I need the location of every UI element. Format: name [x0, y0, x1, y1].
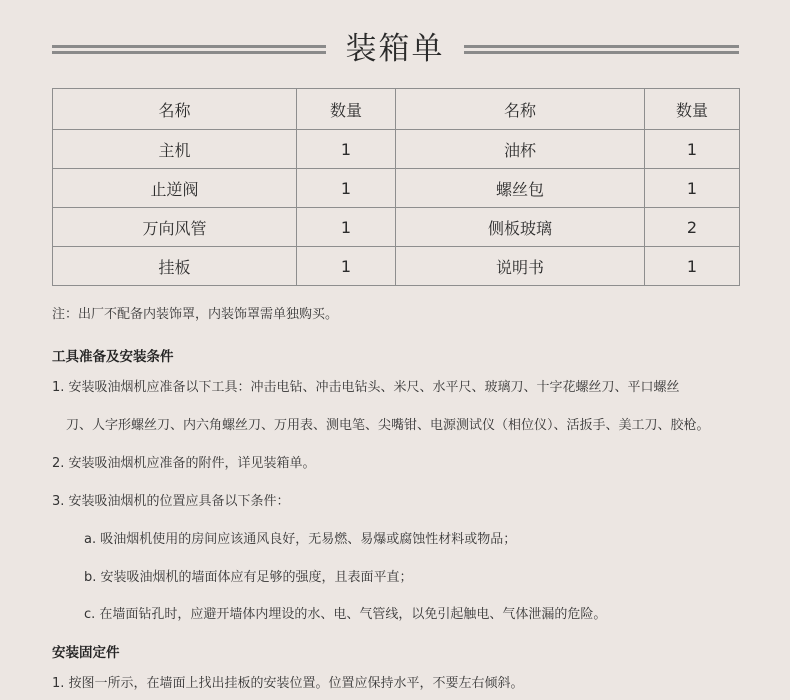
item-qty: 1	[645, 247, 740, 286]
condition-c: c. 在墙面钻孔时，应避开墙体内埋设的水、电、气管线，以免引起触电、气体泄漏的危险。	[84, 607, 607, 622]
title-row	[0, 18, 790, 80]
item-name: 万向风管	[53, 208, 297, 247]
table-row	[53, 208, 740, 247]
title-divider-right	[464, 45, 739, 53]
section-heading-tools: 工具准备及安装条件	[52, 349, 174, 365]
packing-note: 注：出厂不配备内装饰罩，内装饰罩需单独购买。	[52, 307, 339, 322]
section-heading-fixing: 安装固定件	[52, 645, 120, 661]
item-name: 止逆阀	[53, 169, 297, 208]
tools-item-1-line-1: 1. 安装吸油烟机应准备以下工具：冲击电钻、冲击电钻头、米尺、水平尺、玻璃刀、十字花螺丝刀、平口螺丝	[52, 380, 680, 395]
item-name: 说明书	[396, 247, 645, 286]
page-title: 装箱单	[345, 31, 445, 67]
packing-list-table	[52, 88, 740, 286]
header-qty-1: 数量	[297, 89, 396, 130]
item-qty: 1	[297, 208, 396, 247]
item-qty: 1	[297, 247, 396, 286]
table-row	[53, 169, 740, 208]
tools-item-2: 2. 安装吸油烟机应准备的附件，详见装箱单。	[52, 456, 316, 471]
item-qty: 1	[645, 130, 740, 169]
item-name: 油杯	[396, 130, 645, 169]
header-name-1: 名称	[53, 89, 297, 130]
item-qty: 1	[297, 130, 396, 169]
item-name: 挂板	[53, 247, 297, 286]
item-qty: 1	[645, 169, 740, 208]
header-qty-2: 数量	[645, 89, 740, 130]
title-divider-left	[52, 45, 326, 53]
table-header-row	[53, 89, 740, 130]
item-name: 主机	[53, 130, 297, 169]
tools-item-3: 3. 安装吸油烟机的位置应具备以下条件：	[52, 494, 290, 509]
item-qty: 1	[297, 169, 396, 208]
item-name: 侧板玻璃	[396, 208, 645, 247]
condition-a: a. 吸油烟机使用的房间应该通风良好，无易燃、易爆或腐蚀性材料或物品；	[84, 532, 517, 547]
table-row	[53, 247, 740, 286]
fixing-item-1: 1. 按图一所示，在墙面上找出挂板的安装位置。位置应保持水平，不要左右倾斜。	[52, 676, 524, 691]
item-name: 螺丝包	[396, 169, 645, 208]
item-qty: 2	[645, 208, 740, 247]
condition-b: b. 安装吸油烟机的墙面体应有足够的强度，且表面平直；	[84, 570, 413, 585]
table-row	[53, 130, 740, 169]
header-name-2: 名称	[396, 89, 645, 130]
tools-item-1-line-2: 刀、人字形螺丝刀、内六角螺丝刀、万用表、测电笔、尖嘴钳、电源测试仪（相位仪）、活扳手、美工刀、胶枪。	[66, 418, 710, 433]
